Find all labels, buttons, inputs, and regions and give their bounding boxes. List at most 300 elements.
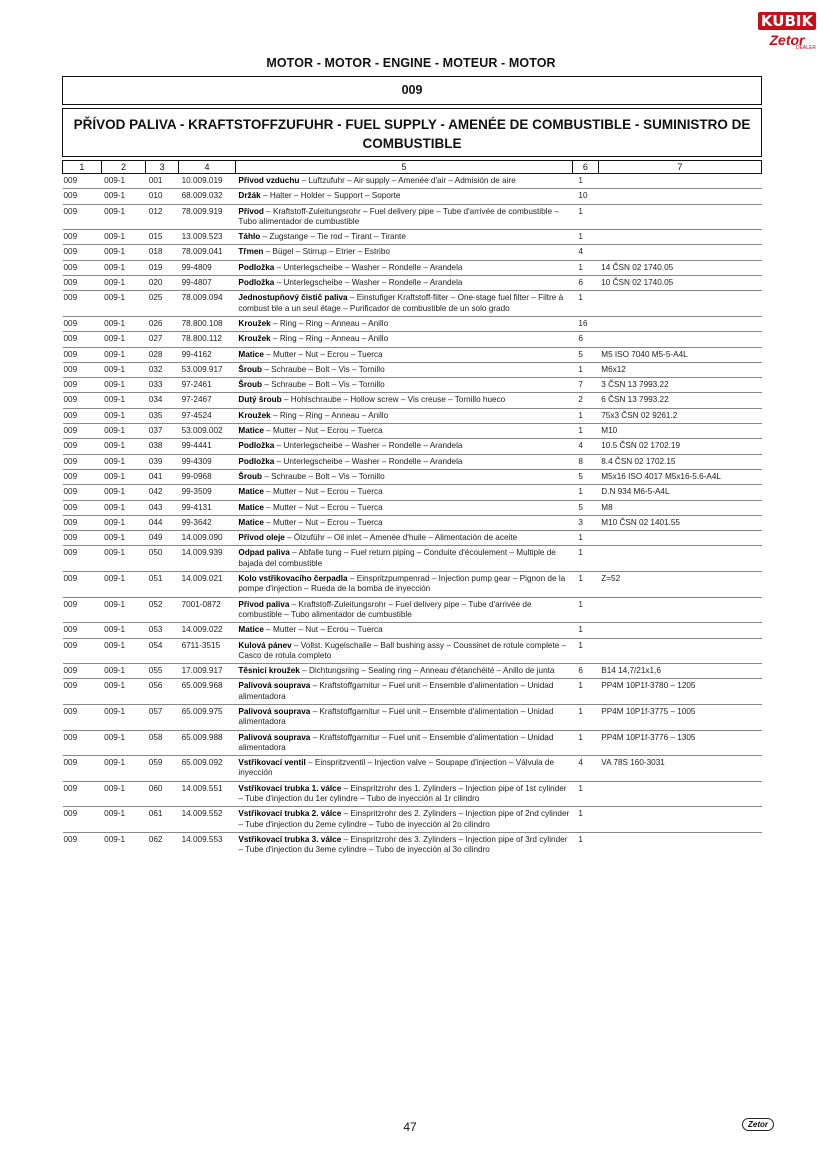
note-cell [598,546,761,572]
note-cell [598,623,761,638]
description-translations: – Schraube – Bolt – Vis – Tornillo [262,471,385,481]
note-cell: M10 ČSN 02 1401.55 [598,515,761,530]
part-number-cell: 10.009.019 [179,174,236,189]
table-row [63,454,762,469]
note-cell [598,531,761,546]
description-cell [235,245,572,260]
column-header: 2 [101,161,146,174]
column-header: 3 [146,161,179,174]
group-cell: 009 [63,332,102,347]
description-translations: – Kraftstoffgarnitur – Fuel unit – Ensemble d'alimentation – Unidad alimentadora [238,732,554,752]
table-row [63,781,762,807]
description-translations: – Schraube – Bolt – Vis – Tornillo [262,380,385,390]
note-cell: 14 ČSN 02 1740.05 [598,260,761,275]
table-row [63,362,762,377]
note-cell [598,230,761,245]
quantity-cell: 16 [572,316,598,331]
subgroup-cell: 009-1 [101,638,146,664]
group-cell: 009 [63,597,102,623]
description-cell [235,781,572,807]
note-cell: 3 ČSN 13 7993.22 [598,378,761,393]
description-translations: – Ring – Ring – Anneau – Anillo [270,410,389,420]
quantity-cell: 1 [572,572,598,598]
position-cell: 041 [146,469,179,484]
description-czech: Palivová souprava [238,681,311,691]
page-title: MOTOR - MOTOR - ENGINE - MOTEUR - MOTOR [266,56,556,70]
subgroup-cell: 009-1 [101,546,146,572]
subgroup-cell: 009-1 [101,291,146,317]
description-translations: – Halter – Holder – Support – Soporte [260,191,401,201]
position-cell: 053 [146,623,179,638]
description-cell [235,730,572,756]
subgroup-cell: 009-1 [101,230,146,245]
subgroup-cell: 009-1 [101,623,146,638]
subgroup-cell: 009-1 [101,393,146,408]
group-cell: 009 [63,834,78,844]
quantity-cell: 1 [572,260,598,275]
quantity-cell: 1 [572,531,598,546]
quantity-cell: 1 [572,807,598,833]
group-cell: 009 [63,756,102,782]
position-cell: 015 [146,230,179,245]
column-header: 4 [179,161,236,174]
note-cell: M5 ISO 7040 M5-5-A4L [598,347,761,362]
subgroup-cell: 009-1 [101,174,146,189]
description-translations: – Einspritzpumpenrad – Injection pump gear – Pignon de la pompe d'injection – Rueda de la bomba de inyección [238,574,566,594]
group-cell: 009 [63,424,102,439]
description-czech: Podložka [238,278,275,288]
part-number-cell: 99-4807 [179,276,236,291]
table-row [63,408,762,423]
description-czech: Podložka [238,456,275,466]
note-cell: M6x12 [598,362,761,377]
part-number-cell: 17.009.917 [179,664,236,679]
table-row [63,378,762,393]
description-cell [235,230,572,245]
note-cell [598,316,761,331]
column-header: 5 [235,161,572,174]
description-czech: Matice [238,517,264,527]
group-cell: 009 [63,515,102,530]
table-row [63,291,762,317]
description-cell [235,500,572,515]
table-row [63,260,762,275]
description-czech: Kroužek [238,334,271,344]
description-czech: Vstřikovací trubka 1. válce [238,783,342,793]
quantity-cell: 1 [572,174,598,189]
subgroup-cell: 009-1 [101,572,146,598]
quantity-cell: 8 [572,454,598,469]
description-cell [235,638,572,664]
description-czech: Přívod [238,206,264,216]
group-cell: 009 [63,469,102,484]
column-header: 6 [572,161,598,174]
subgroup-cell: 009-1 [101,439,146,454]
description-cell [235,424,572,439]
description-translations: – Kraftstoffgarnitur – Fuel unit – Ensemble d'alimentation – Unidad alimentadora [238,681,554,701]
position-cell: 039 [146,454,179,469]
quantity-cell: 5 [572,347,598,362]
table-row [63,679,762,705]
part-number-cell: 14.009.552 [179,807,236,833]
quantity-cell: 6 [572,276,598,291]
note-cell [598,638,761,664]
position-cell: 057 [146,704,179,730]
position-cell: 025 [146,291,179,317]
quantity-cell: 6 [572,664,598,679]
group-cell: 009 [63,454,102,469]
description-translations: – Zugstange – Tie rod – Tirant – Tirante [260,232,406,242]
description-translations: – Mutter – Nut – Ecrou – Tuerca [263,502,383,512]
part-number-cell: 78.800.112 [179,332,236,347]
description-cell [235,378,572,393]
section-title: PŘÍVOD PALIVA - KRAFTSTOFFZUFUHR - FUEL SUPPLY - AMENÉE DE COMBUSTIBLE - SUMINISTRO DE COMBUSTIBLE [73,117,751,151]
part-number-cell: 65.009.975 [179,704,236,730]
position-cell: 061 [146,807,179,833]
description-czech: Šroub [238,471,263,481]
part-number-cell: 99-0968 [179,469,236,484]
quantity-cell: 1 [572,485,598,500]
quantity-cell: 7 [572,378,598,393]
quantity-cell: 6 [572,332,598,347]
description-czech: Vstřikovací ventil [238,758,306,768]
position-cell: 044 [146,515,179,530]
part-number-cell: 99-4309 [179,454,236,469]
subgroup-cell: 009-1 [101,245,146,260]
description-cell [235,439,572,454]
part-number-cell: 99-4809 [179,260,236,275]
part-number-cell: 53.009.002 [179,424,236,439]
note-cell [598,832,761,857]
group-cell: 009 [63,174,102,189]
description-czech: Matice [238,426,264,436]
table-row [63,276,762,291]
note-cell: PP4M 10P1f-3776 – 1305 [598,730,761,756]
part-number-cell: 78.800.108 [179,316,236,331]
column-header: 7 [598,161,761,174]
description-translations: – Unterlegscheibe – Washer – Rondelle – Arandela [274,262,463,272]
note-cell [598,332,761,347]
description-translations: – Dichtungsring – Sealing ring – Anneau d'étanchéité – Anillo de junta [299,666,555,676]
subgroup-cell: 009-1 [101,531,146,546]
quantity-cell: 1 [572,291,598,317]
group-cell: 009 [63,260,102,275]
group-cell: 009 [63,230,102,245]
description-cell [235,623,572,638]
description-czech: Třmen [238,247,264,257]
subgroup-cell: 009-1 [101,756,146,782]
description-cell [235,531,572,546]
note-cell: 8.4 ČSN 02 1702.15 [598,454,761,469]
part-number-cell: 14.009.553 [181,834,223,844]
group-cell: 009 [63,316,102,331]
description-cell [235,469,572,484]
position-cell: 050 [146,546,179,572]
group-cell: 009 [63,500,102,515]
description-translations: – Einspritzventil – Injection valve – Soupape d'injection – Válvula de inyección [238,758,555,778]
table-row [63,572,762,598]
dealer-logo-text: DEALER [795,45,816,51]
table-row [63,807,762,833]
group-cell: 009 [63,531,102,546]
position-cell: 049 [146,531,179,546]
position-cell: 054 [146,638,179,664]
position-cell: 038 [146,439,179,454]
subgroup-cell: 009-1 [101,730,146,756]
subgroup-cell: 009-1 [101,424,146,439]
description-translations: – Ölzuführ – Oil inlet – Amenée d'huile – Alimentación de aceite [284,533,518,543]
table-row [63,204,762,230]
description-cell [235,291,572,317]
description-cell [235,679,572,705]
subgroup-cell: 009-1 [101,189,146,204]
position-cell: 001 [146,174,179,189]
table-row [63,756,762,782]
quantity-cell: 4 [572,245,598,260]
subgroup-cell: 009-1 [101,485,146,500]
group-cell: 009 [63,291,102,317]
group-cell: 009 [63,638,102,664]
description-cell [235,546,572,572]
table-row [63,597,762,623]
note-cell: 10.5 ČSN 02 1702.19 [598,439,761,454]
table-row [63,424,762,439]
description-czech: Vstřikovací trubka 3. válce [238,834,342,844]
position-cell: 019 [146,260,179,275]
note-cell: VA 78S 160-3031 [598,756,761,782]
description-cell [235,204,572,230]
description-czech: Šroub [238,380,263,390]
position-cell: 035 [146,408,179,423]
description-translations: – Ring – Ring – Anneau – Anillo [270,334,389,344]
table-row [63,230,762,245]
description-translations: – Einstufiger Kraftstoff-filter – One-stage fuel filter – Filtre à combust ble a un seul étage – Purificador de combustible de un solo grado [238,293,564,313]
position-cell: 010 [146,189,179,204]
group-cell: 009 [63,664,102,679]
position-cell: 059 [146,756,179,782]
table-row [63,469,762,484]
note-cell: M10 [598,424,761,439]
position-cell: 056 [146,679,179,705]
note-cell: PP4M 10P1f-3780 – 1205 [598,679,761,705]
table-row [63,347,762,362]
description-czech: Vstřikovací trubka 2. válce [238,809,342,819]
table-row [63,439,762,454]
position-cell: 034 [146,393,179,408]
part-number-cell: 99-4131 [179,500,236,515]
description-czech: Palivová souprava [238,706,311,716]
part-number-cell: 14.009.021 [179,572,236,598]
table-row [63,623,762,638]
table-row [63,515,762,530]
description-cell [235,393,572,408]
subgroup-cell: 009-1 [101,704,146,730]
subgroup-cell: 009-1 [104,834,126,844]
part-number-cell: 13.009.523 [179,230,236,245]
group-cell: 009 [63,276,102,291]
part-number-cell: 97-2461 [179,378,236,393]
description-cell [235,664,572,679]
table-row [63,664,762,679]
kubik-logo-text: KUBIK [758,12,816,30]
subgroup-cell: 009-1 [101,204,146,230]
description-czech: Matice [238,502,264,512]
quantity-cell: 4 [572,756,598,782]
part-number-cell: 99-4441 [179,439,236,454]
position-cell: 012 [146,204,179,230]
description-cell [235,756,572,782]
group-cell: 009 [63,704,102,730]
subgroup-cell: 009-1 [101,276,146,291]
table-row [63,546,762,572]
description-czech: Dutý šroub [238,395,282,405]
quantity-cell: 1 [572,623,598,638]
description-czech: Podložka [238,262,275,272]
section-code-box [62,76,762,105]
group-cell: 009 [63,408,102,423]
position-cell: 032 [146,362,179,377]
quantity-cell: 1 [578,834,583,844]
description-cell [235,276,572,291]
note-cell: B14 14,7/21x1,6 [598,664,761,679]
quantity-cell: 1 [572,230,598,245]
part-number-cell: 6711-3515 [179,638,236,664]
description-translations: – Mutter – Nut – Ecrou – Tuerca [263,426,383,436]
position-cell: 042 [146,485,179,500]
group-cell: 009 [63,730,102,756]
parts-table-body [63,174,762,858]
position-cell: 062 [148,834,163,844]
quantity-cell: 2 [572,393,598,408]
position-cell: 037 [146,424,179,439]
description-czech: Jednostupňový čistič paliva [238,293,348,303]
description-czech: Táhlo [238,232,261,242]
description-cell [235,572,572,598]
quantity-cell: 10 [572,189,598,204]
table-row [63,174,762,189]
quantity-cell: 1 [572,704,598,730]
description-translations: – Mutter – Nut – Ecrou – Tuerca [263,517,383,527]
part-number-cell: 65.009.092 [179,756,236,782]
description-translations: – Ring – Ring – Anneau – Anillo [270,318,389,328]
part-number-cell: 97-4524 [179,408,236,423]
table-row [63,531,762,546]
subgroup-cell: 009-1 [101,408,146,423]
part-number-cell: 14.009.551 [179,781,236,807]
subgroup-cell: 009-1 [101,332,146,347]
note-cell [598,245,761,260]
description-cell [235,704,572,730]
group-cell: 009 [63,807,102,833]
part-number-cell: 14.009.939 [179,546,236,572]
description-translations: – Kraftstoff-Zuleitungsrohr – Fuel delivery pipe – Tube d'arrivée de combustible – Tubo alimentador de cumbustible [238,599,532,619]
group-cell: 009 [63,485,102,500]
quantity-cell: 1 [572,781,598,807]
description-czech: Kolo vstřikovacího čerpadla [238,574,348,584]
quantity-cell: 1 [572,730,598,756]
position-cell: 026 [146,316,179,331]
group-cell: 009 [63,781,102,807]
quantity-cell: 1 [572,408,598,423]
quantity-cell: 5 [572,469,598,484]
group-cell: 009 [63,347,102,362]
group-cell: 009 [63,393,102,408]
footer-zetor-logo: Zetor [742,1118,774,1131]
description-cell [235,515,572,530]
note-cell [598,204,761,230]
table-row [63,393,762,408]
description-czech: Těsnicí kroužek [238,666,300,676]
position-cell: 051 [146,572,179,598]
part-number-cell: 65.009.988 [179,730,236,756]
position-cell: 055 [146,664,179,679]
subgroup-cell: 009-1 [101,781,146,807]
description-translations: – Unterlegscheibe – Washer – Rondelle – Arandela [274,278,463,288]
subgroup-cell: 009-1 [101,362,146,377]
description-cell [235,485,572,500]
description-czech: Kroužek [238,318,271,328]
description-translations: – Hohlschraube – Hollow screw – Vis creuse – Tornillo hueco [281,395,506,405]
subgroup-cell: 009-1 [101,515,146,530]
table-row [63,316,762,331]
quantity-cell: 1 [572,362,598,377]
description-cell [235,454,572,469]
note-cell [598,291,761,317]
part-number-cell: 68.009.032 [179,189,236,204]
table-row [63,704,762,730]
section-title-box [62,108,762,157]
description-translations: – Schraube – Bolt – Vis – Tornillo [262,364,385,374]
description-czech: Matice [238,625,264,635]
note-cell: 75x3 ČSN 02 9261.2 [598,408,761,423]
quantity-cell: 4 [572,439,598,454]
note-cell [598,189,761,204]
part-number-cell: 99-4162 [179,347,236,362]
group-cell: 009 [63,378,102,393]
part-number-cell: 78.009.094 [179,291,236,317]
position-cell: 060 [146,781,179,807]
group-cell: 009 [63,679,102,705]
description-translations: – Einspritzrohr des 1. Zylinders – Injection pipe of 1st cylinder – Tube d'injection du 1er cylindre – Tubo de inyección al 1r cilindro [238,783,567,804]
description-cell [235,332,572,347]
part-number-cell: 7001-0872 [179,597,236,623]
description-translations: – Mutter – Nut – Ecrou – Tuerca [263,487,383,497]
description-cell [235,316,572,331]
part-number-cell: 14.009.090 [179,531,236,546]
part-number-cell: 53.009.917 [179,362,236,377]
position-cell: 033 [146,378,179,393]
quantity-cell: 1 [572,638,598,664]
table-row [63,638,762,664]
subgroup-cell: 009-1 [101,679,146,705]
description-translations: – Mutter – Nut – Ecrou – Tuerca [263,349,383,359]
kubik-zetor-logo [758,12,816,52]
group-cell: 009 [63,362,102,377]
table-row [63,245,762,260]
quantity-cell: 1 [572,546,598,572]
note-cell: 10 ČSN 02 1740.05 [598,276,761,291]
group-cell: 009 [63,189,102,204]
group-cell: 009 [63,245,102,260]
position-cell: 058 [146,730,179,756]
note-cell: PP4M 10P1f-3775 – 1005 [598,704,761,730]
table-row [63,332,762,347]
quantity-cell: 1 [572,679,598,705]
quantity-cell: 1 [572,424,598,439]
description-czech: Přívod paliva [238,599,290,609]
description-translations: – Kraftstoffgarnitur – Fuel unit – Ensemble d'alimentation – Unidad alimentadora [238,706,554,727]
description-translations: – Bügel – Stirrup – Etrier – Estribo [263,247,390,257]
